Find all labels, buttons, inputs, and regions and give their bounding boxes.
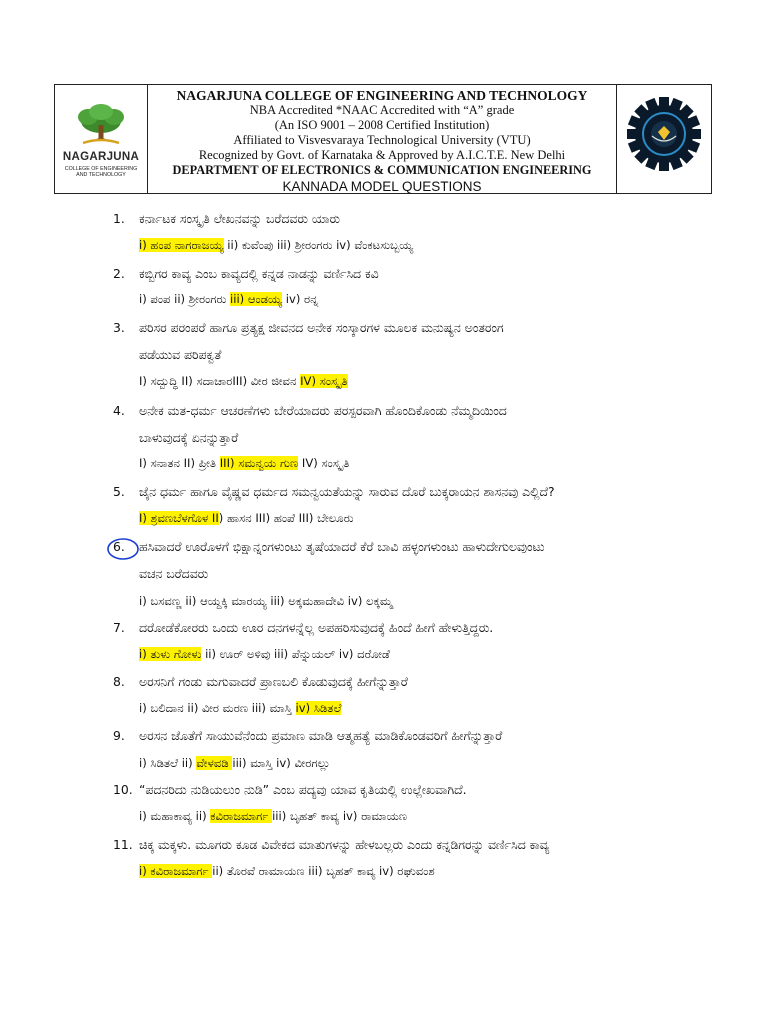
answer-options (139, 864, 435, 879)
answer-options (139, 511, 354, 526)
answer-options (139, 292, 318, 307)
question-text: ದರೋಡೆಕೋರರು ಒಂದು ಊರ ದನಗಳನ್ನೆಲ್ಲ ಅಪಹರಿಸುವುದಕ್ಕೆ ಹಿಂದೆ ಹೀಗೆ ಹೇಳುತ್ತಿದ್ದರು. (139, 620, 494, 635)
answer-options (139, 238, 413, 253)
question-text: ವಚನ ಬರೆದವರು (139, 566, 209, 581)
highlighted-answer: iii) ಆಂಡಯ್ಯ (230, 292, 283, 306)
highlighted-answer: ಕವಿರಾಜಮಾರ್ಗ (210, 809, 273, 823)
header-box (54, 84, 712, 194)
option-text: i) ಸಿಡಿತಲೆ ii) (139, 756, 197, 770)
answer-options (139, 647, 390, 662)
highlighted-answer: i) ತುಳು ಗೋಳು (139, 647, 202, 661)
question-text: ಜೈನ ಧರ್ಮ ಹಾಗೂ ವೈಷ್ಣವ ಧರ್ಮದ ಸಮನ್ವಯತೆಯನ್ನು ಸಾರುವ ದೊರೆ ಬುಕ್ಕರಾಯನ ಶಾಸನವು ಎಲ್ಲಿದೆ? (139, 484, 555, 499)
option-text: iii) ಮಾಸ್ತಿ iv) ವೀರಗಲ್ಲು (232, 756, 331, 770)
option-text: ii) ಊರ್ ಅಳಿವು iii) ಪೆನ್ನುಯಲ್ iv) ದರೋಡೆ (201, 647, 390, 661)
option-text: ii) ಕುವೆಂಪು iii) ಶ್ರೀರಂಗರು iv) ವೆಂಕಟಸುಬ್ಬಯ್ಯ (223, 238, 414, 252)
question-text: ಹಸಿವಾದರೆ ಊರೊಳಗೆ ಭಿಕ್ಷಾನ್ನಂಗಳುಂಟು ತೃಷೆಯಾದರೆ ಕೆರೆ ಬಾವಿ ಹಳ್ಳಂಗಳುಂಟು ಹಾಳುದೇಗುಲವುಂಟು (139, 539, 545, 554)
option-text: i) ಪಂಪ ii) ಶ್ರೀರಂಗರು (139, 292, 231, 306)
answer-options (139, 701, 341, 716)
page-title: KANNADA MODEL QUESTIONS (282, 179, 482, 194)
gear-emblem-icon (617, 85, 711, 193)
answer-options (139, 809, 407, 824)
question-text: “ಪದನರಿದು ನುಡಿಯಲುಂ ನುಡಿ” ಎಂಬ ಪದ್ಯವು ಯಾವ ಕೃತಿಯಲ್ಲಿ ಉಲ್ಲೇಖವಾಗಿದೆ. (139, 782, 467, 797)
answer-options (139, 456, 349, 471)
question-number: 10. (113, 782, 133, 797)
option-text: I) ಸದ್ಬುದ್ಧಿ II) ಸದಾಚಾರIII) ವೀರ ಜೀವನ (139, 374, 301, 388)
highlighted-answer: ವೇಳವಡಿ (196, 756, 233, 770)
option-text: IV) ಸಂಸ್ಕೃತಿ (298, 456, 350, 470)
college-logo (55, 85, 148, 193)
question-text: ಅರಸನ ಜೊತೆಗೆ ಸಾಯುವೆನೆಂದು ಪ್ರಮಾಣ ಮಾಡಿ ಆತ್ಮಹತ್ಯೆ ಮಾಡಿಕೊಂಡವರಿಗೆ ಹೀಗೆನ್ನುತ್ತಾರೆ (139, 728, 503, 743)
option-text: i) ಬಲಿದಾನ ii) ವೀರ ಮರಣ iii) ಮಾಸ್ತಿ (139, 701, 296, 715)
option-text: ii) ತೊರವೆ ರಾಮಾಯಣ iii) ಬೃಹತ್ ಕಾವ್ಯ iv) ರಘುವಂಶ (212, 864, 435, 878)
college-name: NAGARJUNA COLLEGE OF ENGINEERING AND TECHNOLOGY (176, 88, 588, 103)
question-number: 8. (113, 674, 125, 689)
question-text: ಅನೇಕ ಮತ-ಧರ್ಮ ಆಚರಣೆಗಳು ಬೇರೆಯಾದರು ಪರಸ್ಪರವಾಗಿ ಹೊಂದಿಕೊಂಡು ನೆಮ್ಮದಿಯಿಂದ (139, 403, 507, 418)
question-number: 5. (113, 484, 125, 499)
iso-line: (An ISO 9001 – 2008 Certified Institution) (274, 118, 490, 132)
question-number: 6. (113, 539, 125, 554)
highlighted-answer: III) ಸಮನ್ವಯ ಗುಣ (219, 456, 299, 470)
highlighted-answer: iv) ಸಿಡಿತಲೆ (295, 701, 342, 715)
question-number: 7. (113, 620, 125, 635)
answer-options (139, 374, 348, 389)
question-text: ಪಡೆಯುವ ಪರಿಪಕ್ವತೆ (139, 347, 222, 362)
highlighted-answer: i) ಹಂಪ ನಾಗರಾಜಯ್ಯ (139, 238, 224, 252)
highlighted-answer: i) ಕವಿರಾಜಮಾರ್ಗ (139, 864, 213, 878)
answer-options (139, 594, 393, 609)
option-text: I) ಸನಾತನ II) ಪ್ರೀತಿ (139, 456, 220, 470)
logo-subtitle (59, 166, 143, 178)
department-emblem (616, 85, 711, 193)
question-text: ಅರಸನಿಗೆ ಗಂಡು ಮಗುವಾದರೆ ಪ್ರಾಣಬಲಿ ಕೊಡುವುದಕ್ಕೆ ಹೀಗೆನ್ನುತ್ತಾರೆ (139, 674, 408, 689)
option-text: i) ಮಹಾಕಾವ್ಯ ii) (139, 809, 211, 823)
question-number: 11. (113, 837, 133, 852)
accreditation-line: NBA Accredited *NAAC Accredited with “A” grade (249, 103, 515, 117)
question-number: 1. (113, 211, 125, 226)
question-number: 3. (113, 320, 125, 335)
option-text: i) ಬಸವಣ್ಣ ii) ಆಯ್ದಕ್ಕಿ ಮಾರಯ್ಯ iii) ಅಕ್ಕಮಹಾದೇವಿ iv) ಲಕ್ಕಮ್ಮ (139, 594, 393, 608)
question-number: 2. (113, 266, 125, 281)
tree-logo-icon (55, 85, 147, 151)
logo-subtitle-line2: AND TECHNOLOGY (76, 172, 126, 178)
recognition-line: Recognized by Govt. of Karnataka & Approved by A.I.C.T.E. New Delhi (198, 148, 566, 162)
header-text (148, 88, 616, 194)
highlighted-answer: I) ಶ್ರವಣಬೆಳಗೊಳ II (139, 511, 219, 525)
option-text: ) ಹಾಸನ III) ಹಂಪೆ III) ಬೇಲೂರು (218, 511, 354, 525)
question-text: ಪರಿಸರ ಪರಂಪರೆ ಹಾಗೂ ಪ್ರತ್ಯಕ್ಷ ಜೀವನದ ಅನೇಕ ಸಂಸ್ಕಾರಗಳ ಮೂಲಕ ಮನುಷ್ಯನ ಅಂತರಂಗ (139, 320, 504, 335)
question-text: ಕರ್ನಾಟಕ ಸಂಸ್ಕೃತಿ ಲೇಖನವನ್ನು ಬರೆದವರು ಯಾರು (139, 211, 340, 226)
answer-options (139, 756, 330, 771)
logo-subtitle-line1: COLLEGE OF ENGINEERING (64, 166, 138, 172)
question-text: ಬಾಳುವುದಕ್ಕೆ ಏನನ್ನುತ್ತಾರೆ (139, 430, 239, 445)
department-name: DEPARTMENT OF ELECTRONICS & COMMUNICATION ENGINEERING (172, 163, 592, 177)
logo-name: NAGARJUNA (62, 151, 140, 163)
question-number: 4. (113, 403, 125, 418)
annotation-circle (103, 535, 143, 565)
option-text: iv) ರನ್ನ (282, 292, 319, 306)
question-text: ಚಿಕ್ಕ ಮಕ್ಕಳು. ಮೂಗರು ಕೂಡ ವಿವೇಕದ ಮಾತುಗಳನ್ನು ಹೇಳಬಲ್ಲರು ಎಂದು ಕನ್ನಡಿಗರನ್ನು ವರ್ಣಿಸಿದ ಕಾವ್ಯ (139, 837, 550, 852)
option-text: iii) ಬೃಹತ್ ಕಾವ್ಯ iv) ರಾಮಾಯಣ (272, 809, 408, 823)
affiliation-line: Affiliated to Visvesvaraya Technological University (VTU) (233, 133, 531, 147)
question-number: 9. (113, 728, 125, 743)
highlighted-answer: IV) ಸಂಸ್ಕೃತಿ (300, 374, 348, 388)
question-text: ಕಬ್ಬಿಗರ ಕಾವ್ಯ ಎಂಬ ಕಾವ್ಯದಲ್ಲಿ ಕನ್ನಡ ನಾಡನ್ನು ವರ್ಣಿಸಿದ ಕವಿ (139, 266, 379, 281)
